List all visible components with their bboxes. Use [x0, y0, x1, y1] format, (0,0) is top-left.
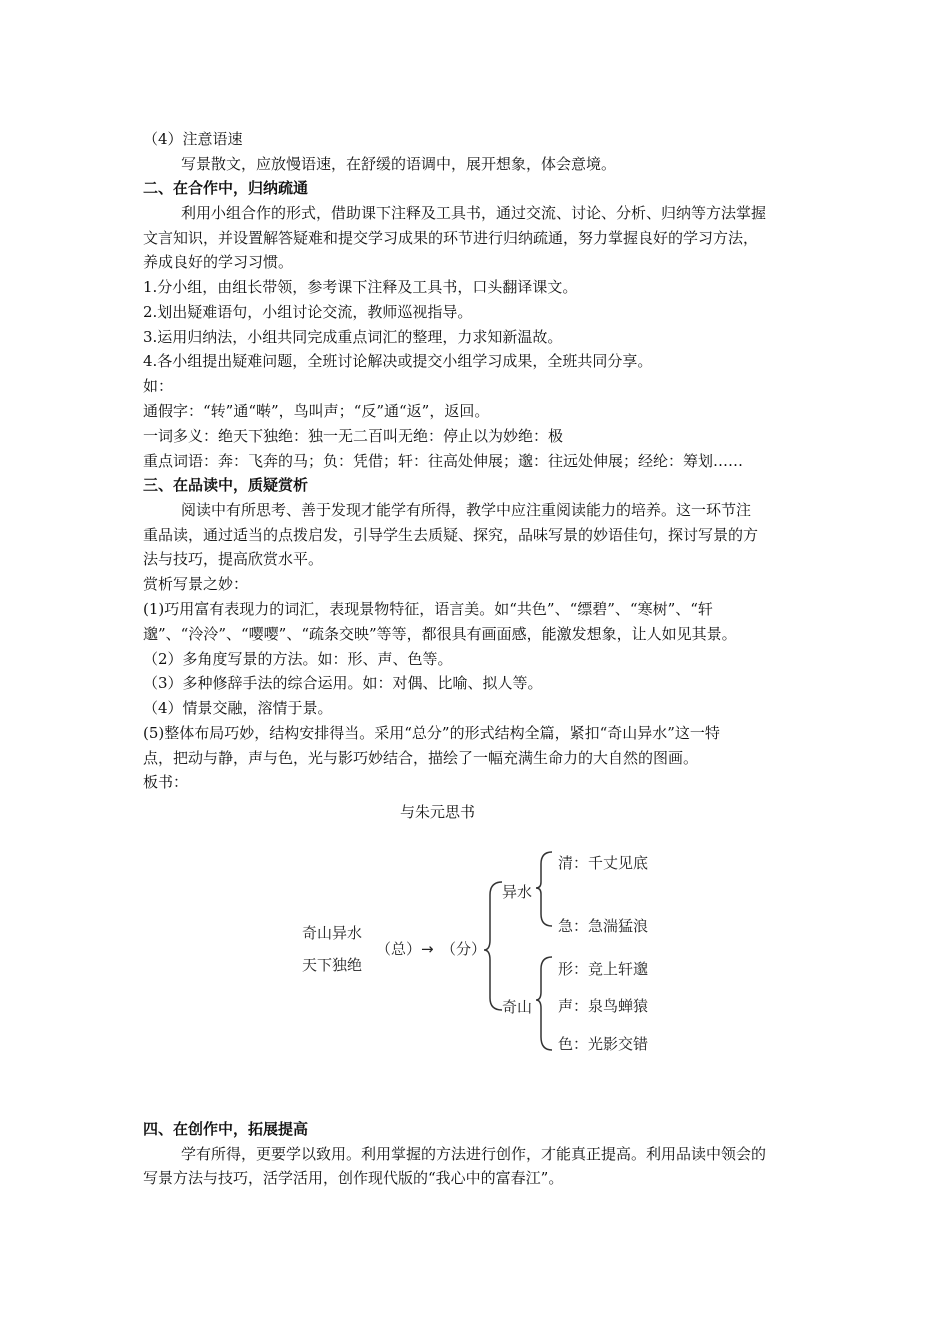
water-rapid: 急：急湍猛浪 — [558, 917, 649, 935]
step-3: 3.运用归纳法，小组共同完成重点词汇的整理，力求知新温故。 — [143, 328, 563, 346]
appreciation-3: （3）多种修辞手法的综合运用。如：对偶、比喻、拟人等。 — [143, 674, 543, 692]
water-brace — [536, 852, 552, 926]
board-title: 与朱元思书 — [400, 803, 476, 821]
main-brace — [484, 882, 502, 1010]
appreciation-5a: (5)整体布局巧妙，结构安排得当。采用“总分”的形式结构全篇，紧扣“奇山异水”这一特 — [143, 724, 720, 742]
section-heading-3: 三、在品读中，质疑赏析 — [143, 476, 309, 494]
mountain-color: 色：光影交错 — [558, 1035, 649, 1053]
board-diagram — [290, 840, 690, 1060]
step-4: 4.各小组提出疑难问题，全班讨论解决或提交小组学习成果，全班共同分享。 — [143, 352, 653, 370]
example-key-words: 重点词语：奔：飞奔的马；负：凭借；轩：往高处伸展；邈：往远处伸展；经纶：筹划…… — [143, 452, 744, 470]
water-clear: 清：千丈见底 — [558, 854, 649, 872]
paragraph-cooperation-2: 文言知识，并设置解答疑难和提交学习成果的环节进行归纳疏通，努力掌握良好的学习方法， — [143, 229, 759, 247]
branch-mountain: 奇山 — [502, 998, 533, 1016]
example-tongjiazi: 通假字：“转”通“啭”，鸟叫声；“反”通“返”，返回。 — [143, 402, 490, 420]
paragraph-cooperation-3: 养成良好的学习习惯。 — [143, 253, 294, 271]
section-heading-4: 四、在创作中，拓展提高 — [143, 1120, 309, 1138]
paragraph-creation-2: 写景方法与技巧，活学活用，创作现代版的“我心中的富春江”。 — [143, 1169, 564, 1187]
mountain-shape: 形：竞上轩邈 — [558, 960, 649, 978]
paragraph-reading-3: 法与技巧，提高欣赏水平。 — [143, 550, 324, 568]
step-2: 2.划出疑难语句，小组讨论交流，教师巡视指导。 — [143, 303, 473, 321]
appreciation-1a: (1)巧用富有表现力的词汇，表现景物特征，语言美。如“共色”、“缥碧”、“寒树”、“轩 — [143, 600, 713, 618]
appreciation-1b: 邈”、“泠泠”、“嘤嘤”、“疏条交映”等等，都很具有画面感，能激发想象，让人如见其景。 — [143, 625, 737, 643]
arrow-icon: → — [421, 940, 434, 958]
zong-label: （总） — [376, 940, 422, 958]
appreciation-4: （4）情景交融，溶情于景。 — [143, 699, 333, 717]
paragraph-creation-1: 学有所得，更要学以致用。利用掌握的方法进行创作，才能真正提高。利用品读中领会的 — [181, 1145, 767, 1163]
mountain-brace — [536, 957, 552, 1050]
board-label: 板书： — [143, 773, 189, 791]
paragraph-reading-2: 重品读，通过适当的点拨启发，引导学生去质疑、探究，品味写景的妙语佳句，探讨写景的方 — [143, 526, 759, 544]
paragraph-reading-1: 阅读中有所思考、善于发现才能学有所得，教学中应注重阅读能力的培养。这一环节注 — [181, 501, 752, 519]
appreciation-5b: 点，把动与静，声与色，光与影巧妙结合，描绘了一幅充满生命力的大自然的图画。 — [143, 749, 699, 767]
example-polysemy: 一词多义：绝天下独绝：独一无二百叫无绝：停止以为妙绝：极 — [143, 427, 564, 445]
main-theme-line2: 天下独绝 — [302, 956, 363, 974]
appreciation-2: （2）多角度写景的方法。如：形、声、色等。 — [143, 650, 453, 668]
section-heading-2: 二、在合作中，归纳疏通 — [143, 179, 309, 197]
appreciation-label: 赏析写景之妙： — [143, 575, 249, 593]
example-label: 如： — [143, 377, 174, 395]
subheading-speed: （4）注意语速 — [143, 130, 243, 148]
step-1: 1.分小组，由组长带领，参考课下注释及工具书，口头翻译课文。 — [143, 278, 578, 296]
main-theme-line1: 奇山异水 — [302, 924, 363, 942]
fen-label: （分） — [441, 940, 487, 958]
branch-water: 异水 — [502, 883, 533, 901]
mountain-sound: 声：泉鸟蝉猿 — [558, 997, 649, 1015]
paragraph-cooperation-1: 利用小组合作的形式，借助课下注释及工具书，通过交流、讨论、分析、归纳等方法掌握 — [181, 204, 767, 222]
paragraph-speed: 写景散文，应放慢语速，在舒缓的语调中，展开想象，体会意境。 — [181, 155, 617, 173]
